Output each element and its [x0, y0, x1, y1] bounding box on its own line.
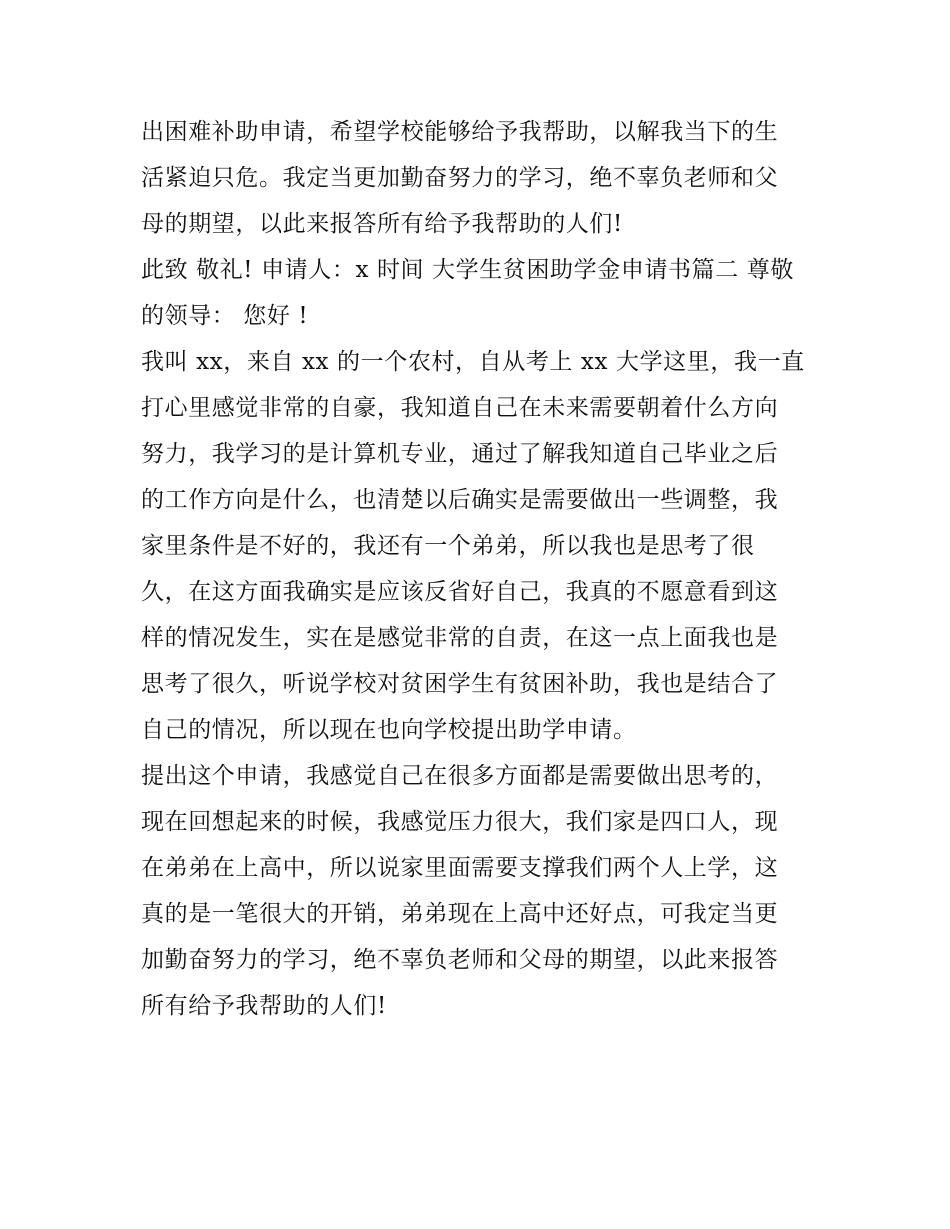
- text-line: 出困难补助申请，希望学校能够给予我帮助，以解我当下的生: [141, 119, 779, 145]
- text-line: 此致 敬礼! 申请人：x 时间 大学生贫困助学金申请书篇二 尊敬: [141, 257, 794, 283]
- text-line: 自己的情况，所以现在也向学校提出助学申请。: [141, 717, 637, 743]
- text-line: 所有给予我帮助的人们!: [141, 993, 387, 1019]
- text-line: 提出这个申请，我感觉自己在很多方面都是需要做出思考的，: [141, 763, 779, 789]
- text-line: 的工作方向是什么，也清楚以后确实是需要做出一些调整，我: [141, 487, 779, 513]
- text-line: 努力，我学习的是计算机专业，通过了解我知道自己毕业之后: [141, 441, 779, 467]
- text-line: 现在回想起来的时候，我感觉压力很大，我们家是四口人，现: [141, 809, 779, 835]
- text-line: 思考了很久，听说学校对贫困学生有贫困补助，我也是结合了: [141, 671, 779, 697]
- text-line: 样的情况发生，实在是感觉非常的自责，在这一点上面我也是: [141, 625, 779, 651]
- text-line: 久，在这方面我确实是应该反省好自己，我真的不愿意看到这: [141, 579, 779, 605]
- text-line: 母的期望，以此来报答所有给予我帮助的人们!: [141, 211, 623, 237]
- text-line: 家里条件是不好的，我还有一个弟弟，所以我也是思考了很: [141, 533, 755, 559]
- text-line: 打心里感觉非常的自豪，我知道自己在未来需要朝着什么方向: [141, 395, 779, 421]
- text-line: 的领导： 您好 !: [141, 303, 309, 329]
- text-line: 我叫 xx，来自 xx 的一个农村，自从考上 xx 大学这里，我一直: [141, 349, 805, 375]
- document-body: [141, 109, 813, 1029]
- text-line: 在弟弟在上高中，所以说家里面需要支撑我们两个人上学，这: [141, 855, 779, 881]
- text-line: 活紧迫只危。我定当更加勤奋努力的学习，绝不辜负老师和父: [141, 165, 779, 191]
- text-line: 真的是一笔很大的开销，弟弟现在上高中还好点，可我定当更: [141, 901, 779, 927]
- text-line: 加勤奋努力的学习，绝不辜负老师和父母的期望，以此来报答: [141, 947, 779, 973]
